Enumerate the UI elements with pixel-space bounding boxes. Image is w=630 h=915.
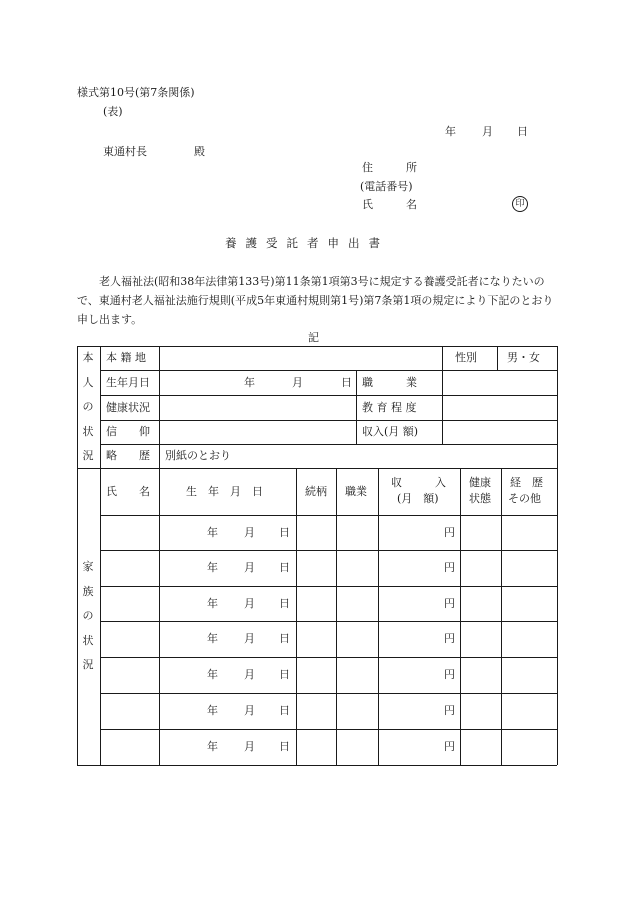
ki-heading: 記 (308, 331, 319, 344)
family-history-header: 経 歴 (510, 476, 543, 489)
seal-mark: 印 (512, 196, 528, 212)
family-row-yen: 円 (444, 561, 455, 574)
family-section-label: 家 族 の 状 況 (82, 560, 94, 671)
family-row-year: 年 (207, 561, 218, 574)
family-income-header: 収 入 (391, 476, 446, 489)
self-birth-year: 年 (244, 376, 255, 389)
sex-value: 男・女 (507, 351, 540, 364)
family-row-year: 年 (207, 597, 218, 610)
health-label: 健康状況 (106, 401, 150, 414)
family-relation-header: 続柄 (305, 485, 327, 498)
sex-label: 性別 (455, 351, 477, 364)
registry-label: 本 籍 地 (106, 351, 146, 364)
family-row-day: 日 (279, 597, 290, 610)
self-section-label: 本 人 の 状 況 (82, 351, 94, 462)
family-row-day: 日 (279, 526, 290, 539)
family-row-year: 年 (207, 526, 218, 539)
family-job-header: 職業 (345, 485, 367, 498)
family-row-month: 月 (244, 740, 255, 753)
income-label: 収入(月 額) (362, 425, 419, 438)
family-row-month: 月 (244, 561, 255, 574)
family-row-month: 月 (244, 704, 255, 717)
form-side: (表) (103, 105, 123, 118)
family-row-yen: 円 (444, 526, 455, 539)
family-row-day: 日 (279, 632, 290, 645)
family-health-header-2: 状態 (469, 492, 491, 505)
family-row-month: 月 (244, 632, 255, 645)
date-day-label: 日 (517, 125, 528, 138)
family-row-yen: 円 (444, 597, 455, 610)
family-birth-header: 生 年 月 日 (186, 485, 263, 498)
family-income-unit-header: (月 額) (397, 492, 439, 505)
family-row-year: 年 (207, 632, 218, 645)
history-value: 別紙のとおり (165, 449, 231, 462)
family-name-header: 氏 名 (106, 485, 150, 498)
honorific: 殿 (194, 145, 205, 158)
name-label: 氏 名 (362, 198, 417, 211)
family-row-day: 日 (279, 561, 290, 574)
family-row-yen: 円 (444, 632, 455, 645)
phone-label: (電話番号) (360, 180, 413, 193)
date-month-label: 月 (482, 125, 493, 138)
family-row-day: 日 (279, 668, 290, 681)
form-number: 様式第10号(第7条関係) (77, 86, 195, 99)
job-label: 職 業 (362, 376, 417, 389)
family-row-year: 年 (207, 704, 218, 717)
body-paragraph: 老人福祉法(昭和38年法律第133号)第11条第1項第3号に規定する養護受託者になりたいので、東通村老人福祉法施行規則(平成5年東通村規則第1号)第7条第1項の規定により下記のとおり申し出ます。 (77, 275, 554, 326)
family-row-day: 日 (279, 740, 290, 753)
belief-label: 信 仰 (106, 425, 150, 438)
self-birth-month: 月 (292, 376, 303, 389)
document-title: 養護受託者申出書 (225, 236, 389, 250)
family-health-header: 健康 (469, 476, 491, 489)
birth-label: 生年月日 (106, 376, 150, 389)
family-row-year: 年 (207, 668, 218, 681)
family-row-month: 月 (244, 597, 255, 610)
addressee: 東通村長 (103, 145, 147, 158)
family-row-day: 日 (279, 704, 290, 717)
family-row-year: 年 (207, 740, 218, 753)
family-row-yen: 円 (444, 668, 455, 681)
family-row-month: 月 (244, 668, 255, 681)
history-label: 略 歴 (106, 449, 150, 462)
family-history-header-2: その他 (508, 492, 541, 505)
date-year-label: 年 (445, 125, 456, 138)
family-row-yen: 円 (444, 704, 455, 717)
address-label: 住 所 (362, 161, 417, 174)
family-row-month: 月 (244, 526, 255, 539)
self-birth-day: 日 (341, 376, 352, 389)
education-label: 教 育 程 度 (362, 401, 417, 414)
family-row-yen: 円 (444, 740, 455, 753)
